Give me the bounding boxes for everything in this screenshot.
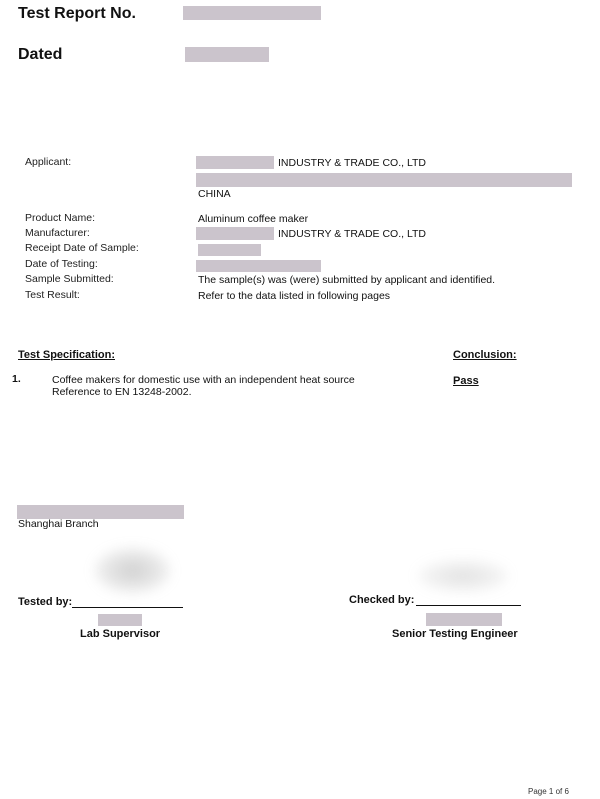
tester-signature [95,548,170,593]
checker-signature [418,560,508,592]
report-number-label: Test Report No. [18,5,136,22]
product-name-label: Product Name: [25,212,96,224]
redacted-checker-name [426,613,502,626]
redacted-company-name [17,505,184,519]
manufacturer-label: Manufacturer: [25,227,90,239]
test-specification-heading: Test Specification: [18,349,115,361]
sample-submitted-label: Sample Submitted: [25,273,114,285]
redacted-date [185,47,269,62]
applicant-label: Applicant: [25,156,72,168]
test-result-label: Test Result: [25,289,80,301]
applicant-country: CHINA [198,188,231,200]
redacted-manufacturer-name [196,227,274,240]
spec-item-line2: Reference to EN 13248-2002. [52,386,192,398]
redacted-testing-date [196,260,321,272]
checked-by-label: Checked by: [349,594,415,606]
spec-item-conclusion: Pass [453,375,479,387]
applicant-company-suffix: INDUSTRY & TRADE CO., LTD [278,157,426,169]
tested-by-title: Lab Supervisor [80,628,161,640]
checked-by-signature-line [416,605,521,606]
redacted-receipt-date [198,244,261,256]
conclusion-heading: Conclusion: [453,349,517,361]
branch-name: Shanghai Branch [18,518,99,530]
spec-item-number: 1. [12,373,21,385]
spec-item-line1: Coffee makers for domestic use with an independent heat source [52,374,355,386]
tested-by-label: Tested by: [18,596,73,608]
checked-by-title: Senior Testing Engineer [392,628,518,640]
sample-submitted-value: The sample(s) was (were) submitted by applicant and identified. [198,274,496,286]
page-indicator: Page 1 of 6 [528,787,569,796]
dated-label: Dated [18,46,63,63]
redacted-applicant-address [196,173,572,187]
receipt-date-label: Receipt Date of Sample: [25,242,139,254]
redacted-applicant-name [196,156,274,169]
redacted-report-number [183,6,321,20]
redacted-tester-name [98,614,142,626]
product-name-value: Aluminum coffee maker [198,213,309,225]
test-result-value: Refer to the data listed in following pages [198,290,391,302]
manufacturer-suffix: INDUSTRY & TRADE CO., LTD [278,228,426,240]
testing-date-label: Date of Testing: [25,258,98,270]
tested-by-signature-line [72,607,183,608]
